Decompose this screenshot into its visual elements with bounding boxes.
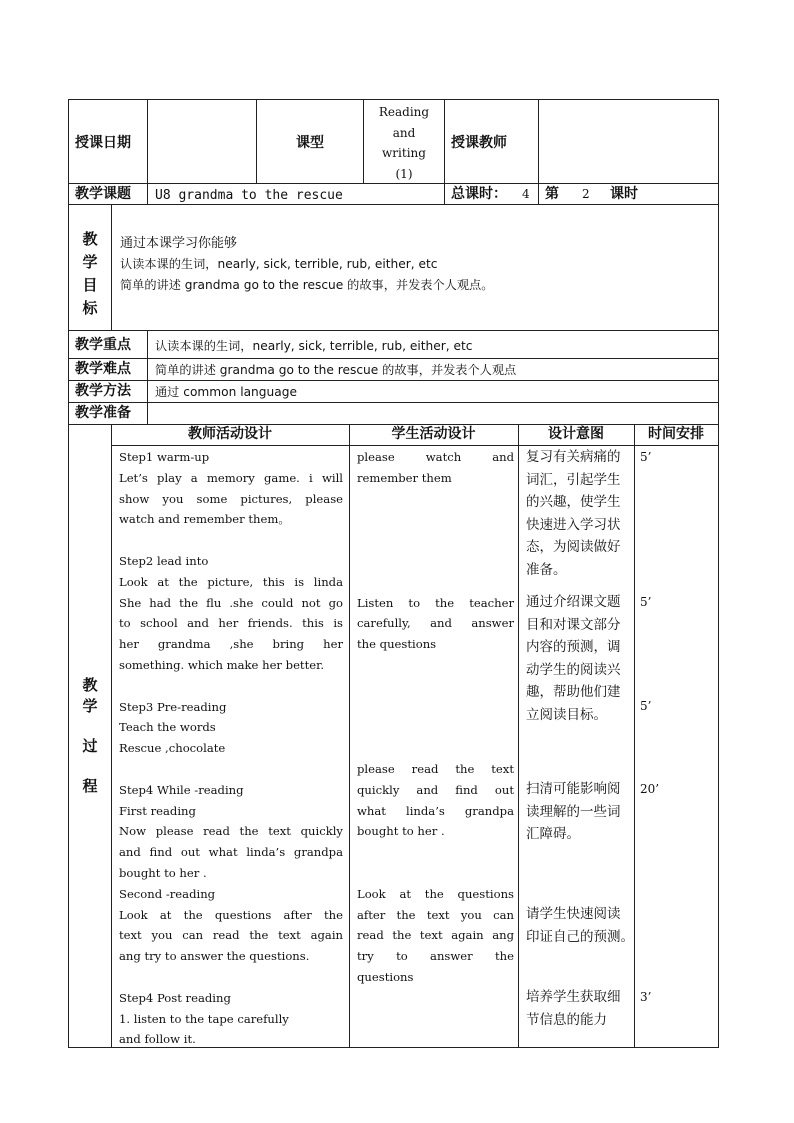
intent-line: 目和对课文部分 [526, 616, 621, 633]
student-activity-line: please watch and [357, 450, 514, 464]
objectives-label-char: 教 [82, 230, 98, 248]
student-activity-line: please read the text [357, 761, 514, 776]
teacher-activity-line: ang try to answer the questions. [119, 949, 310, 964]
intent-line: 词汇，引起学生 [526, 471, 621, 488]
student-activity-column [357, 447, 514, 988]
table-border [518, 424, 519, 1048]
teacher-activity-line [119, 530, 343, 551]
student-activity-line [357, 655, 514, 676]
lesson-suffix: 课时 [610, 186, 638, 202]
objectives-label-char: 目 [82, 276, 98, 294]
table-border [111, 424, 112, 1048]
teacher-activity-line: her grandma ,she bring her [119, 637, 343, 652]
objectives-line: 通过本课学习你能够 [120, 236, 238, 251]
teacher-activity-line: Step1 warm-up [119, 450, 210, 464]
teacher-activity-line: Look at the questions after the [119, 907, 343, 922]
teacher-activity-line: 1. listen to the tape carefully [119, 1011, 289, 1026]
objectives-label-char: 标 [82, 299, 98, 317]
table-border [634, 424, 635, 1048]
teacher-activity-line: Let’s play a memory game. i will [119, 470, 343, 485]
teacher-activity-line: First reading [119, 803, 196, 818]
intent-line: 的兴趣，使学生 [526, 494, 621, 510]
intent-line: 态，为阅读做好 [526, 539, 621, 555]
intent-line: 快速进入学习状 [526, 516, 621, 533]
table-border [444, 183, 445, 205]
intent-line: 准备。 [526, 561, 567, 578]
teacher-activity-line: and follow it. [119, 1032, 196, 1047]
intent-line: 趣，帮助他们建 [526, 684, 621, 700]
teacher-activity-line: and find out what linda’s grandpa [119, 845, 343, 860]
teacher-activity-line: Step4 Post reading [119, 990, 231, 1005]
intent-line: 动学生的阅读兴 [526, 661, 621, 678]
table-border [111, 204, 112, 331]
intent-line: 节信息的能力 [526, 1011, 607, 1028]
teacher-activity-line: bought to her . [119, 865, 207, 880]
intent-line: 内容的预测，调 [526, 639, 621, 655]
student-activity-line: read the text again ang [357, 928, 514, 943]
teacher-activity-line: Step4 While -reading [119, 782, 244, 797]
lesson-number: 2 [582, 187, 590, 201]
student-activity-line: try to answer the [357, 949, 514, 964]
teacher-activity-header: 教师活动设计 [188, 426, 272, 442]
time-entry: 3’ [640, 990, 652, 1004]
intent-line: 读理解的一些词 [526, 803, 621, 820]
teacher-activity-line: Teach the words [119, 720, 216, 735]
process-label-char: 学 [82, 697, 98, 715]
table-border [538, 99, 539, 184]
type-value [364, 102, 444, 184]
student-activity-header: 学生活动设计 [391, 426, 476, 442]
methods-value: 通过 common language [155, 385, 297, 399]
time-header: 时间安排 [648, 426, 704, 442]
student-activity-line: the questions [357, 637, 437, 652]
intent-line: 通过介绍课文题 [526, 594, 621, 610]
student-activity-line [357, 489, 514, 510]
teacher-activity-line: Step3 Pre-reading [119, 699, 227, 714]
student-activity-line: quickly and find out [357, 782, 514, 797]
teacher-activity-line: to school and her friends. this is [119, 616, 343, 631]
type-value-line: Reading [378, 105, 430, 119]
difficulties-value: 简单的讲述 grandma go to the rescue 的故事，并发表个人观点 [155, 363, 517, 377]
objectives-label [80, 228, 100, 320]
table-border [147, 330, 148, 425]
table-border [68, 99, 719, 100]
teacher-activity-line: Second -reading [119, 886, 216, 901]
teacher-label: 授课教师 [451, 135, 507, 151]
teacher-activity-line: Now please read the text quickly [119, 824, 343, 839]
lesson-prefix: 第 [545, 186, 559, 202]
process-label-char: 程 [82, 777, 98, 795]
student-activity-line [357, 842, 514, 863]
hours-label: 总课时： [451, 186, 507, 202]
intent-line: 立阅读目标。 [526, 706, 607, 723]
teacher-activity-line [119, 759, 343, 780]
hours-value: 4 [522, 187, 530, 201]
topic-label: 教学课题 [75, 186, 131, 202]
date-label: 授课日期 [75, 135, 131, 151]
student-activity-line: questions [357, 969, 414, 984]
intent-block [526, 446, 632, 581]
table-border [538, 183, 539, 205]
student-activity-line: Listen to the teacher [357, 595, 514, 610]
type-value-line: (1) [395, 166, 413, 181]
topic-value: U8 grandma to the rescue [155, 188, 343, 203]
table-border [68, 99, 69, 1048]
table-border [256, 99, 257, 184]
student-activity-line: what linda’s grandpa [357, 803, 514, 818]
student-activity-line [357, 572, 514, 593]
objectives-line: 简单的讲述 grandma go to the rescue 的故事，并发表个人观点。 [120, 278, 494, 292]
methods-label: 教学方法 [75, 383, 131, 399]
objectives-label-char: 学 [82, 253, 98, 271]
table-border [68, 330, 719, 331]
key-points-value: 认读本课的生词，nearly, sick, terrible, rub, either, etc [155, 339, 473, 353]
teacher-activity-line: She had the flu .she could not go [119, 595, 343, 610]
student-activity-line [357, 676, 514, 697]
student-activity-line: Look at the questions [357, 886, 514, 901]
student-activity-line [357, 738, 514, 759]
time-entry: 5’ [640, 595, 652, 609]
teacher-activity-line: something. which make her better. [119, 657, 325, 672]
intent-line: 复习有关病痛的 [526, 449, 621, 465]
intent-line: 扫清可能影响阅 [526, 781, 621, 797]
student-activity-line: remember them [357, 470, 452, 485]
teacher-activity-line: Step2 lead into [119, 553, 209, 568]
type-label: 课型 [296, 135, 324, 151]
intent-block [526, 591, 632, 726]
student-activity-line [357, 717, 514, 738]
student-activity-line [357, 863, 514, 884]
design-intent-header: 设计意图 [548, 426, 604, 442]
time-entry: 5’ [640, 450, 652, 464]
table-border [349, 424, 350, 1048]
time-entry: 5’ [640, 699, 652, 713]
intent-block [526, 778, 632, 846]
teacher-activity-line: watch and remember them。 [119, 512, 290, 527]
intent-block [526, 903, 636, 948]
student-activity-line: after the text you can [357, 907, 514, 922]
type-value-line: and [392, 125, 416, 140]
student-activity-line [357, 509, 514, 530]
student-activity-line [357, 697, 514, 718]
type-value-line: writing [382, 146, 426, 160]
key-points-label: 教学重点 [75, 337, 131, 353]
teacher-activity-column [119, 447, 343, 1050]
difficulties-label: 教学难点 [75, 361, 131, 377]
intent-line: 汇障碍。 [526, 826, 580, 842]
student-activity-line [357, 530, 514, 551]
teacher-activity-line [119, 967, 343, 988]
time-entry: 20’ [640, 782, 660, 796]
objectives-line: 认读本课的生词，nearly, sick, terrible, rub, either, etc [120, 257, 438, 271]
intent-line: 培养学生获取细 [526, 989, 621, 1005]
process-label-char: 教 [82, 676, 98, 694]
process-label [80, 674, 100, 796]
table-border [718, 99, 719, 1048]
intent-block [526, 986, 632, 1031]
table-border [444, 99, 445, 184]
student-activity-line: carefully, and answer [357, 616, 514, 631]
teacher-activity-line: show you some pictures, please [119, 491, 343, 506]
teacher-activity-line: Rescue ,chocolate [119, 741, 226, 756]
student-activity-line: bought to her . [357, 824, 445, 839]
teacher-activity-line: Look at the picture, this is linda [119, 574, 343, 589]
intent-line: 印证自己的预测。 [526, 928, 634, 945]
student-activity-line [357, 551, 514, 572]
table-border [147, 183, 148, 205]
table-border [68, 358, 719, 359]
teacher-activity-line: text you can read the text again [119, 928, 343, 943]
intent-line: 请学生快速阅读 [526, 906, 621, 922]
table-border [147, 99, 148, 184]
teacher-activity-line [119, 676, 343, 697]
process-label-char: 过 [82, 737, 98, 755]
preparation-label: 教学准备 [75, 405, 131, 421]
